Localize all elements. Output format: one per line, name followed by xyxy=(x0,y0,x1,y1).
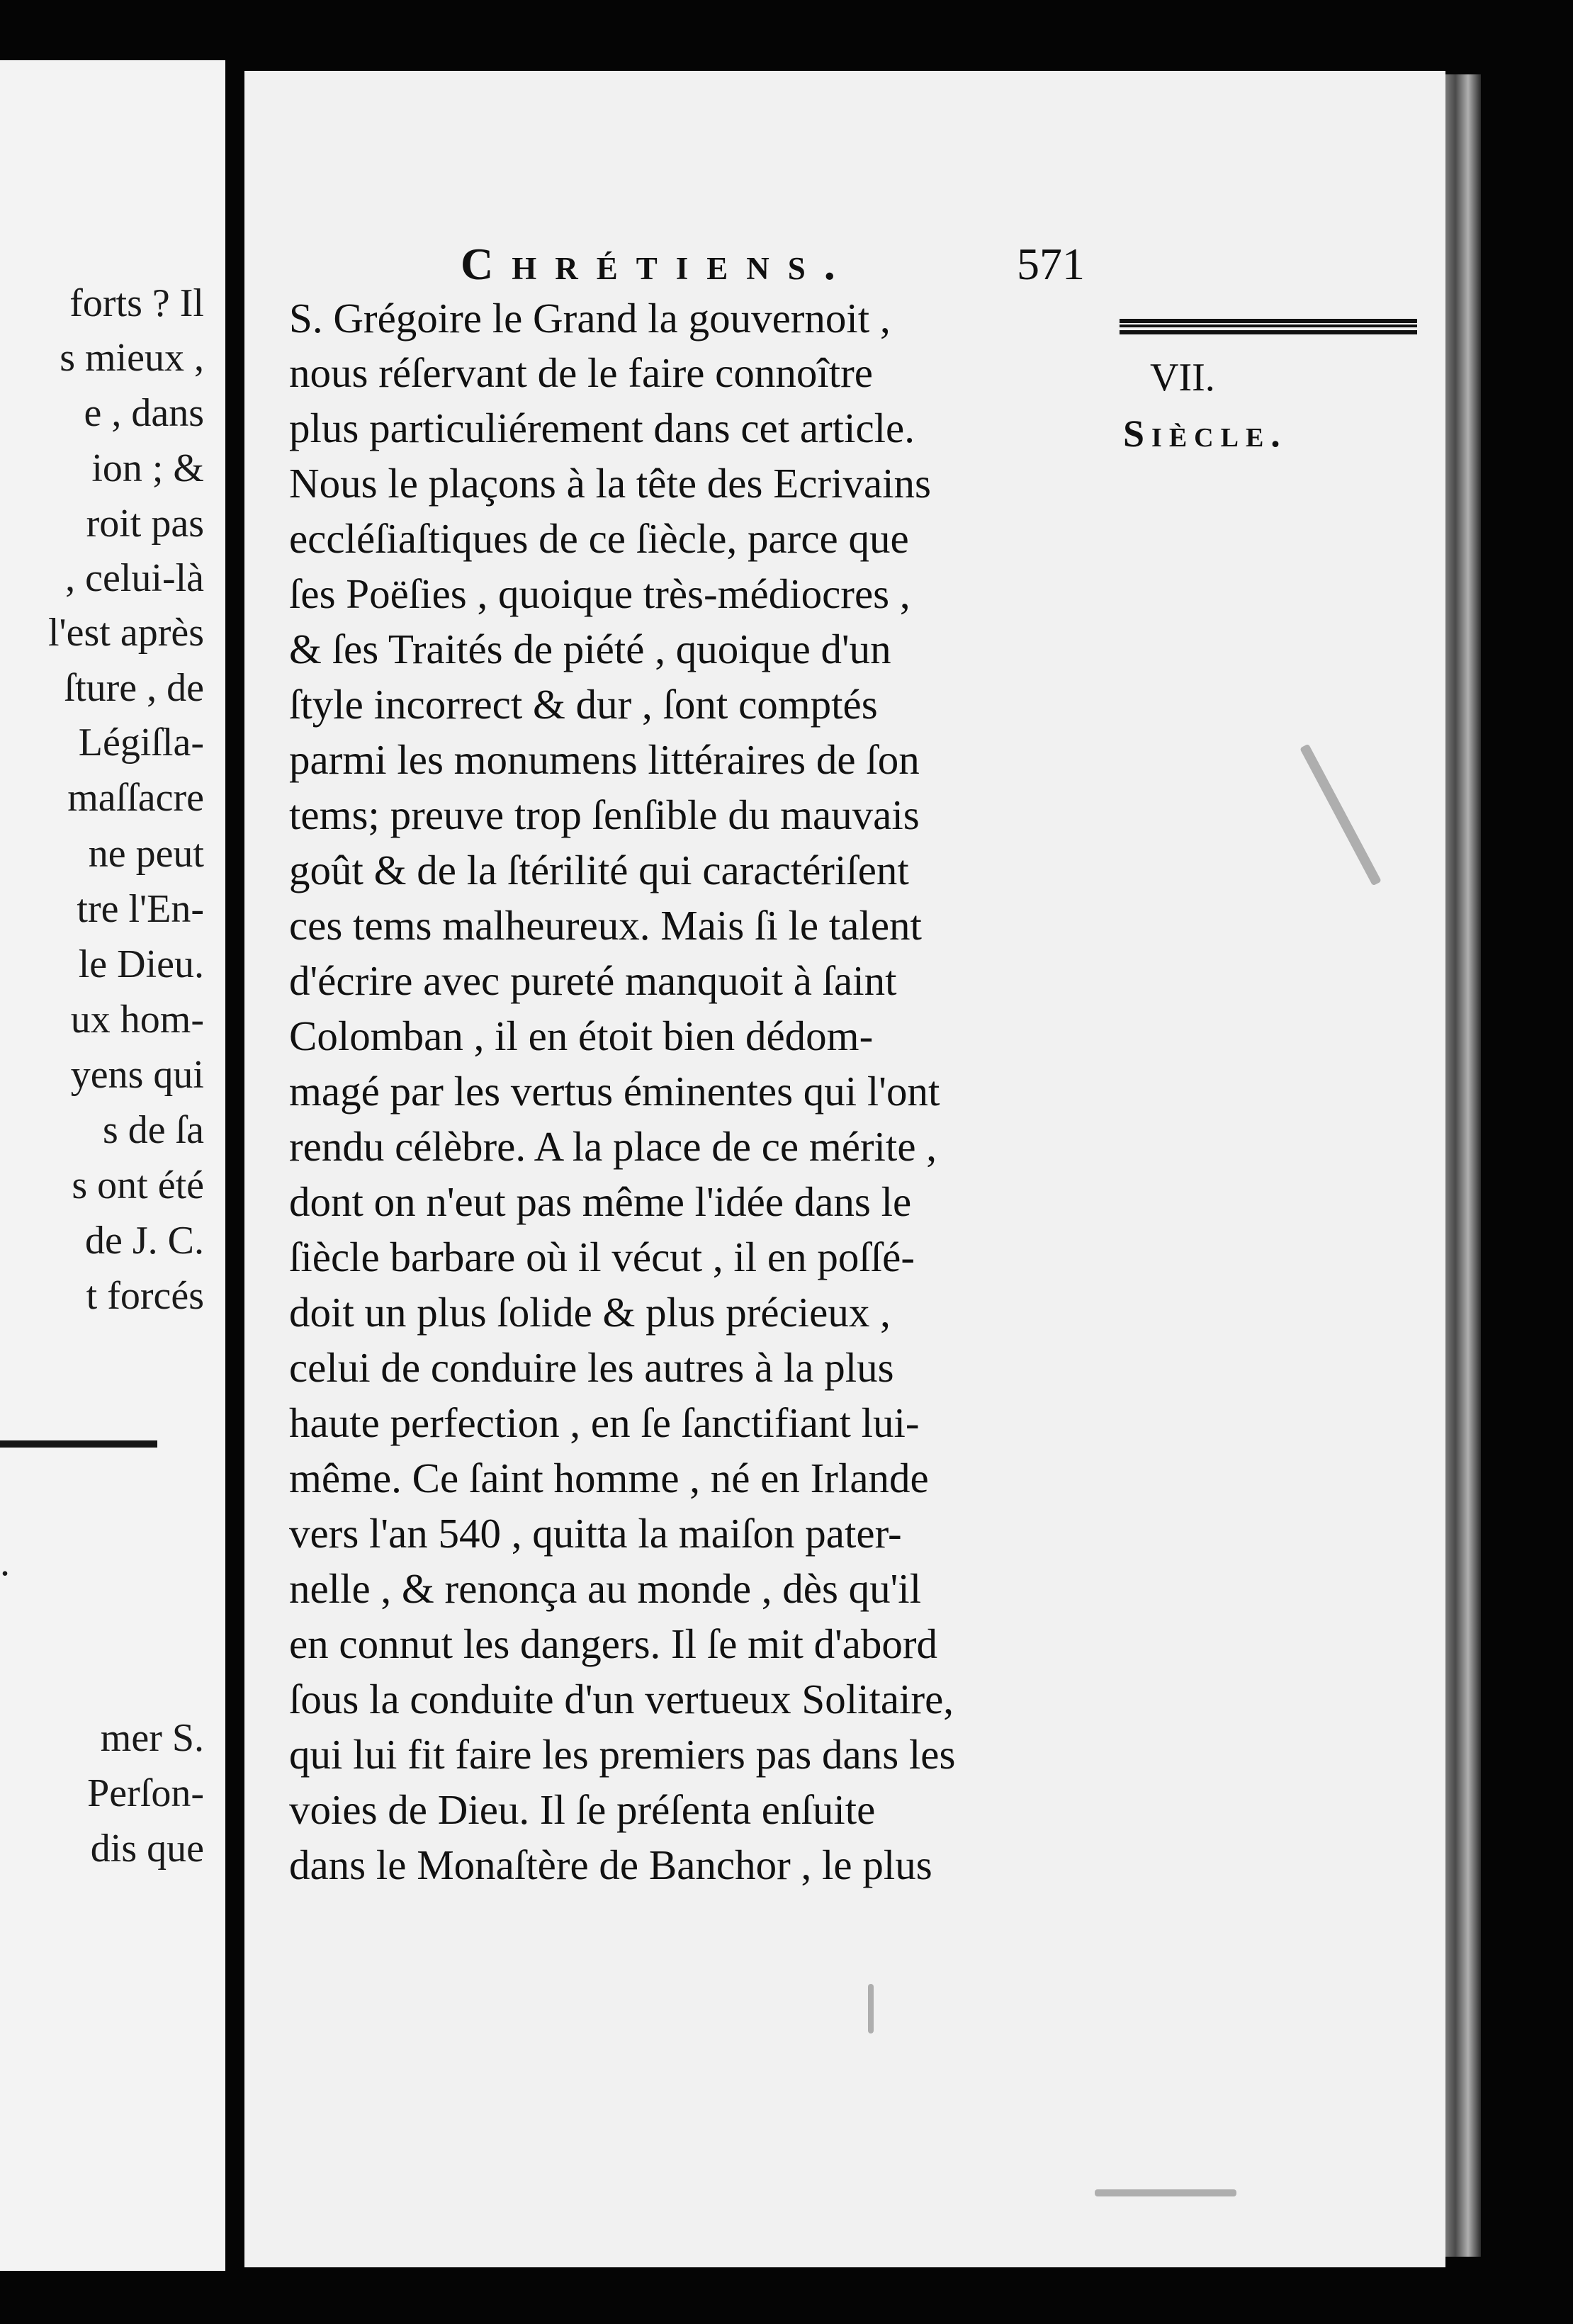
left-page xyxy=(0,60,225,2271)
left-page-line: ſture , de xyxy=(64,666,204,710)
left-page-line: e , dans xyxy=(84,391,204,435)
main-page xyxy=(244,71,1445,2267)
body-text-line: en connut les dangers. Il ſe mit d'abord xyxy=(289,1620,938,1667)
body-text-line: ſtyle incorrect & dur , ſont comptés xyxy=(289,681,878,728)
left-page-line: , celui-là xyxy=(65,556,204,600)
body-text-line: haute perfection , en ſe ſanctifiant lui- xyxy=(289,1399,920,1446)
body-text-line: tems; preuve trop ſenſible du mauvais xyxy=(289,791,920,838)
paper-smudge xyxy=(868,1984,874,2034)
body-text-line: dans le Monaſtère de Banchor , le plus xyxy=(289,1841,932,1888)
body-text-line: doit un plus ſolide & plus précieux , xyxy=(289,1289,891,1336)
left-page-line: t forcés xyxy=(86,1274,204,1318)
body-text-line: & ſes Traités de piété , quoique d'un xyxy=(289,626,891,672)
left-page-line: s mieux , xyxy=(60,336,204,380)
body-text-line: vers l'an 540 , quitta la maiſon pater- xyxy=(289,1510,902,1557)
left-page-line: tre l'En- xyxy=(77,887,204,931)
body-text-line: ſes Poëſies , quoique très-médiocres , xyxy=(289,570,910,617)
left-page-line: s ont été xyxy=(72,1163,204,1207)
body-text-line: dont on n'eut pas même l'idée dans le xyxy=(289,1178,912,1225)
body-text-line: d'écrire avec pureté manquoit à ſaint xyxy=(289,957,897,1004)
margin-century-label: VII. xyxy=(1150,356,1215,400)
left-page-line: l'est après xyxy=(47,611,204,655)
left-page-line: ion ; & xyxy=(91,446,204,490)
left-page-line: yens qui xyxy=(70,1053,204,1097)
body-text-line: nous réſervant de le faire connoître xyxy=(289,349,873,396)
body-text-line: rendu célèbre. A la place de ce mérite , xyxy=(289,1123,937,1170)
running-head xyxy=(461,232,1027,296)
left-page-rule xyxy=(0,1440,157,1448)
body-text-line: nelle , & renonça au monde , dès qu'il xyxy=(289,1565,922,1612)
margin-siecle-label: Siècle. xyxy=(1123,412,1287,455)
left-page-line: ne peut xyxy=(88,832,204,876)
body-text-line: goût & de la ſtérilité qui caractériſent xyxy=(289,847,909,893)
body-text-line: eccléſiaſtiques de ce ſiècle, parce que xyxy=(289,515,909,562)
left-page-line: roit pas xyxy=(86,502,204,546)
left-page-line: maſſacre xyxy=(67,776,204,820)
body-text-line: parmi les monumens littéraires de ſon xyxy=(289,736,920,783)
left-page-line: ux hom- xyxy=(70,998,204,1042)
body-text-line: ces tems malheureux. Mais ſi le talent xyxy=(289,902,922,949)
body-text-line: qui lui fit faire les premiers pas dans les xyxy=(289,1731,956,1778)
body-text-line: même. Ce ſaint homme , né en Irlande xyxy=(289,1455,929,1501)
left-page-line: le Dieu. xyxy=(78,942,204,986)
page-number: 571 xyxy=(1017,239,1085,289)
running-title: Chrétiens. xyxy=(461,239,854,289)
body-text-line: S. Grégoire le Grand la gouvernoit , xyxy=(289,295,891,342)
left-page-line: Légiſla- xyxy=(78,721,204,765)
left-page-line: forts ? Il xyxy=(69,281,204,325)
left-page-line: mer S. xyxy=(100,1716,204,1760)
body-text-line: plus particuliérement dans cet article. xyxy=(289,405,915,451)
body-text-line: ſiècle barbare où il vécut , il en poſſé- xyxy=(289,1234,915,1280)
left-page-line: Perſon- xyxy=(87,1771,204,1815)
left-page-line: s de ſa xyxy=(102,1108,204,1152)
left-page-mark: . xyxy=(0,1540,10,1584)
body-text-line: magé par les vertus éminentes qui l'ont xyxy=(289,1068,940,1115)
paper-smudge xyxy=(1095,2189,1236,2196)
body-text-line: ſous la conduite d'un vertueux Solitaire, xyxy=(289,1676,954,1722)
body-text-line: Colomban , il en étoit bien dédom- xyxy=(289,1012,874,1059)
body-text-line: Nous le plaçons à la tête des Ecrivains xyxy=(289,460,932,507)
left-page-line: de J. C. xyxy=(85,1219,204,1263)
left-page-line: dis que xyxy=(90,1827,204,1871)
body-text-line: celui de conduire les autres à la plus xyxy=(289,1344,894,1391)
body-text-line: voies de Dieu. Il ſe préſenta enſuite xyxy=(289,1786,876,1833)
